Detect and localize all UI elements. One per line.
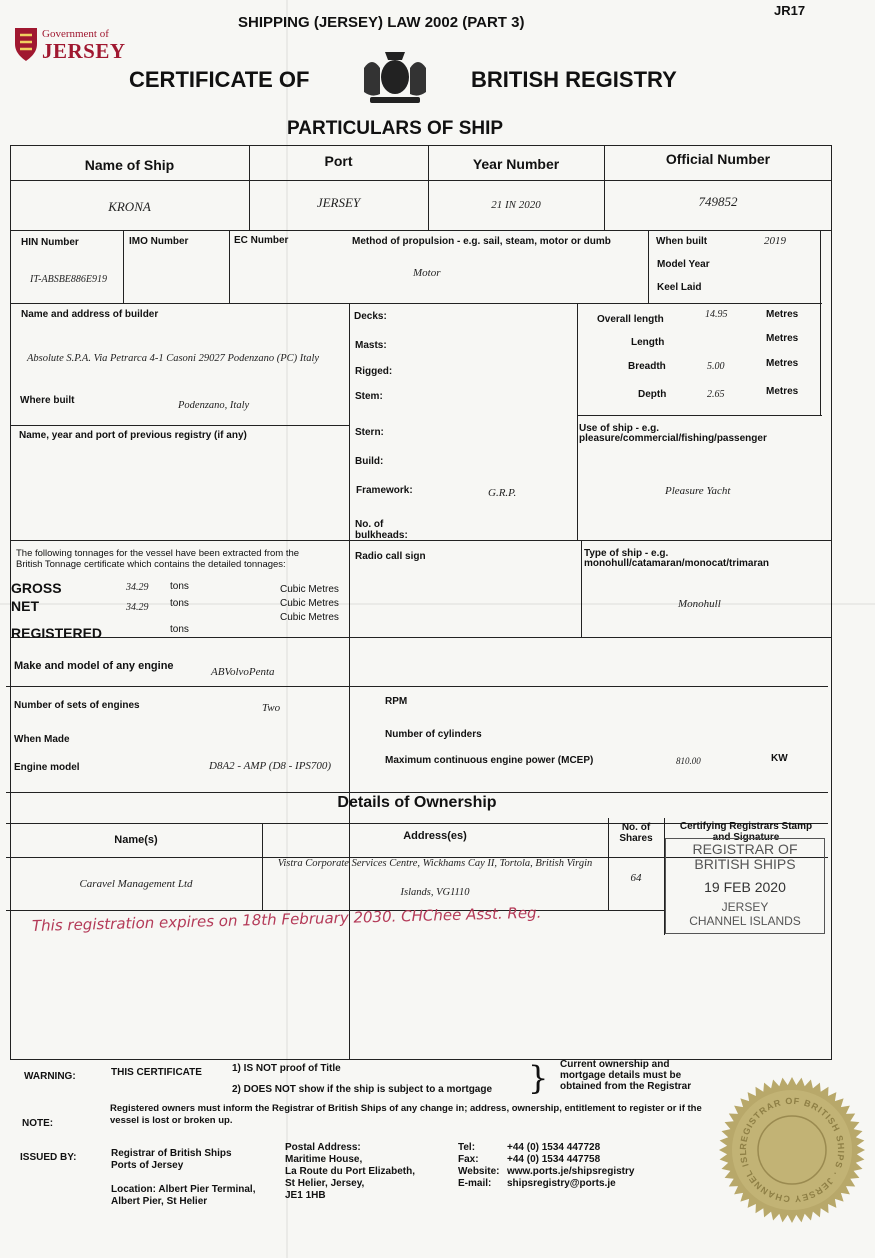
net-label: NET [11,598,39,614]
net-tons: tons [170,598,189,609]
where-built-value: Podenzano, Italy [178,400,250,411]
bulkheads-label-2: bulkheads: [355,530,408,541]
engine-sets-label: Number of sets of engines [14,700,140,711]
owner-address-1: Vistra Corporate Services Centre, Wickhams Cay II, Tortola, British Virgin [277,858,593,869]
certificate-title-right: BRITISH REGISTRY [471,67,677,92]
gross-cubic: Cubic Metres [280,584,339,595]
email-label: E-mail: [458,1178,492,1189]
stamp-header-1: Certifying Registrars Stamp [679,821,813,832]
breadth-unit: Metres [766,358,799,369]
mcep-value: 810.00 [676,756,701,766]
postal-4: St Helier, Jersey, [285,1178,365,1189]
net-value: 34.29 [126,602,149,613]
tonnage-intro-2: British Tonnage certificate which contains the detailed tonnages: [16,559,286,570]
tel-label: Tel: [458,1142,476,1153]
length-label: Length [631,337,665,348]
names-header: Name(s) [114,834,158,846]
rpm-label: RPM [385,696,408,707]
breadth-value: 5.00 [707,361,725,372]
keel-laid-label: Keel Laid [657,282,702,293]
build-label: Build: [355,456,384,467]
seal-text: REGISTRAR OF BRITISH SHIPS · JERSEY CHANNEL ISL [737,1095,847,1205]
stamp-line-4: JERSEY [721,900,769,914]
radio-call-sign-label: Radio call sign [355,551,426,562]
location-2: Albert Pier, St Helier [111,1196,208,1207]
gold-seal [718,1076,866,1224]
stem-label: Stem: [355,391,383,402]
website-link[interactable]: www.ports.je/shipsregistry [507,1166,635,1177]
gold-seal-icon [718,1076,866,1224]
logo-line1: Government of [42,28,109,40]
gross-value: 34.29 [126,582,149,593]
when-built-value: 2019 [764,235,786,247]
website-label: Website: [458,1166,500,1177]
depth-label: Depth [638,389,667,400]
ec-label: EC Number [234,235,289,246]
email-link[interactable]: shipsregistry@ports.je [507,1178,616,1189]
issuer-1: Registrar of British Ships [111,1148,232,1159]
postal-1: Postal Address: [285,1142,361,1153]
engine-make-value: ABVolvoPenta [211,666,275,678]
use-value: Pleasure Yacht [665,485,731,497]
use-label-2: pleasure/commercial/fishing/passenger [579,433,767,444]
ship-type-value: Monohull [678,598,721,610]
address-header: Address(es) [403,830,467,842]
year-number-value: 21 IN 2020 [491,199,541,211]
rigged-label: Rigged: [355,366,393,377]
hin-label: HIN Number [21,237,79,248]
handwritten-expiry-note: This registration expires on 18th February 2030. CHChee Asst. Reg. [31,903,542,935]
current-ownership-1: Current ownership and [560,1059,670,1070]
previous-registry-label: Name, year and port of previous registry (if any) [19,430,247,441]
logo-line2: JERSEY [42,39,126,63]
registered-label: REGISTERED [11,625,103,641]
year-number-label: Year Number [472,156,560,172]
ship-name-value: KRONA [108,199,151,214]
hin-value: IT-ABSBE886E919 [30,274,108,285]
registrar-stamp [665,838,825,934]
location-1: Location: Albert Pier Terminal, [111,1184,256,1195]
note-label: NOTE: [22,1118,54,1129]
port-value: JERSEY [316,195,361,210]
engine-sets-value: Two [262,702,281,714]
royal-coat-of-arms-icon [358,44,432,106]
current-ownership-2: mortgage details must be [560,1070,682,1081]
owner-address-2: Islands, VG1110 [400,887,470,898]
imo-label: IMO Number [129,236,189,247]
ownership-title: Details of Ownership [337,794,497,811]
bulkheads-label-1: No. of [355,519,384,530]
form-code: JR17 [774,3,806,18]
owner-name: Caravel Management Ltd [79,878,193,890]
section-title: PARTICULARS OF SHIP [287,118,504,139]
shares-header-1: No. of [621,822,651,833]
where-built-label: Where built [20,395,75,406]
tonnage-intro-1: The following tonnages for the vessel have been extracted from the [16,548,300,559]
owner-shares: 64 [630,872,642,884]
shares-header-2: Shares [619,833,653,844]
registered-tons: tons [170,624,189,635]
postal-2: Maritime House, [285,1154,363,1165]
when-made-label: When Made [14,734,70,745]
length-unit: Metres [766,333,799,344]
certificate-title-left: CERTIFICATE OF [129,67,310,92]
depth-unit: Metres [766,386,799,397]
net-cubic: Cubic Metres [280,598,339,609]
cylinders-label: Number of cylinders [385,729,482,740]
this-certificate-label: THIS CERTIFICATE [111,1067,202,1078]
gross-tons: tons [170,581,189,592]
ship-type-label-1: Type of ship - e.g. [584,548,669,559]
builder-label: Name and address of builder [21,309,159,320]
official-number-value: 749852 [698,194,738,209]
stamp-line-1: REGISTRAR OF [692,841,798,857]
registered-cubic: Cubic Metres [280,612,339,623]
decks-label: Decks: [354,311,387,322]
stamp-header-2: and Signature [712,832,780,843]
ship-type-label-2: monohull/catamaran/monocat/trimaran [584,558,770,569]
framework-value: G.R.P. [488,487,517,499]
stamp-line-5: CHANNEL ISLANDS [689,914,801,928]
when-built-label: When built [656,236,708,247]
fax-label: Fax: [458,1154,479,1165]
engine-make-label: Make and model of any engine [14,660,174,672]
tel-value: +44 (0) 1534 447728 [507,1142,601,1153]
framework-label: Framework: [356,485,413,496]
note-text-2: vessel is lost or broken up. [110,1115,233,1126]
stamp-line-2: BRITISH SHIPS [694,856,796,872]
mcep-label: Maximum continuous engine power (MCEP) [385,755,594,766]
engine-model-label: Engine model [14,762,80,773]
mcep-unit: KW [771,753,788,764]
depth-value: 2.65 [707,389,725,400]
warning-1: 1) IS NOT proof of Title [232,1063,341,1074]
overall-length-value: 14.95 [705,309,728,320]
issuer-2: Ports of Jersey [111,1160,184,1171]
stamp-date: 19 FEB 2020 [704,879,786,895]
breadth-label: Breadth [628,361,666,372]
jersey-shield-icon [14,26,38,62]
propulsion-value: Motor [413,267,441,279]
current-ownership-3: obtained from the Registrar [560,1081,692,1092]
warning-label: WARNING: [24,1071,76,1082]
masts-label: Masts: [355,340,387,351]
stern-label: Stern: [355,427,384,438]
brace-icon: } [528,1059,549,1097]
law-title: SHIPPING (JERSEY) LAW 2002 (PART 3) [238,14,525,31]
jersey-logo [14,26,124,66]
postal-3: La Route du Port Elizabeth, [285,1166,416,1177]
ship-name-label: Name of Ship [84,157,175,173]
engine-model-value: D8A2 - AMP (D8 - IPS700) [209,760,332,772]
postal-5: JE1 1HB [285,1190,326,1201]
issued-by-label: ISSUED BY: [20,1152,77,1163]
port-label: Port [324,153,353,169]
builder-value: Absolute S.P.A. Via Petrarca 4-1 Casoni 29027 Podenzano (PC) Italy [27,353,320,364]
gross-label: GROSS [11,580,62,596]
overall-length-label: Overall length [597,314,664,325]
fax-value: +44 (0) 1534 447758 [507,1154,601,1165]
use-label-1: Use of ship - e.g. [579,423,660,434]
propulsion-label: Method of propulsion - e.g. sail, steam, motor or dumb [352,236,611,247]
model-year-label: Model Year [657,259,710,270]
note-text-1: Registered owners must inform the Registrar of British Ships of any change in; address, ownership, entitlement to register or if the [110,1103,702,1114]
official-number-label: Official Number [665,151,771,167]
overall-length-unit: Metres [766,309,799,320]
warning-2: 2) DOES NOT show if the ship is subject to a mortgage [232,1084,493,1095]
